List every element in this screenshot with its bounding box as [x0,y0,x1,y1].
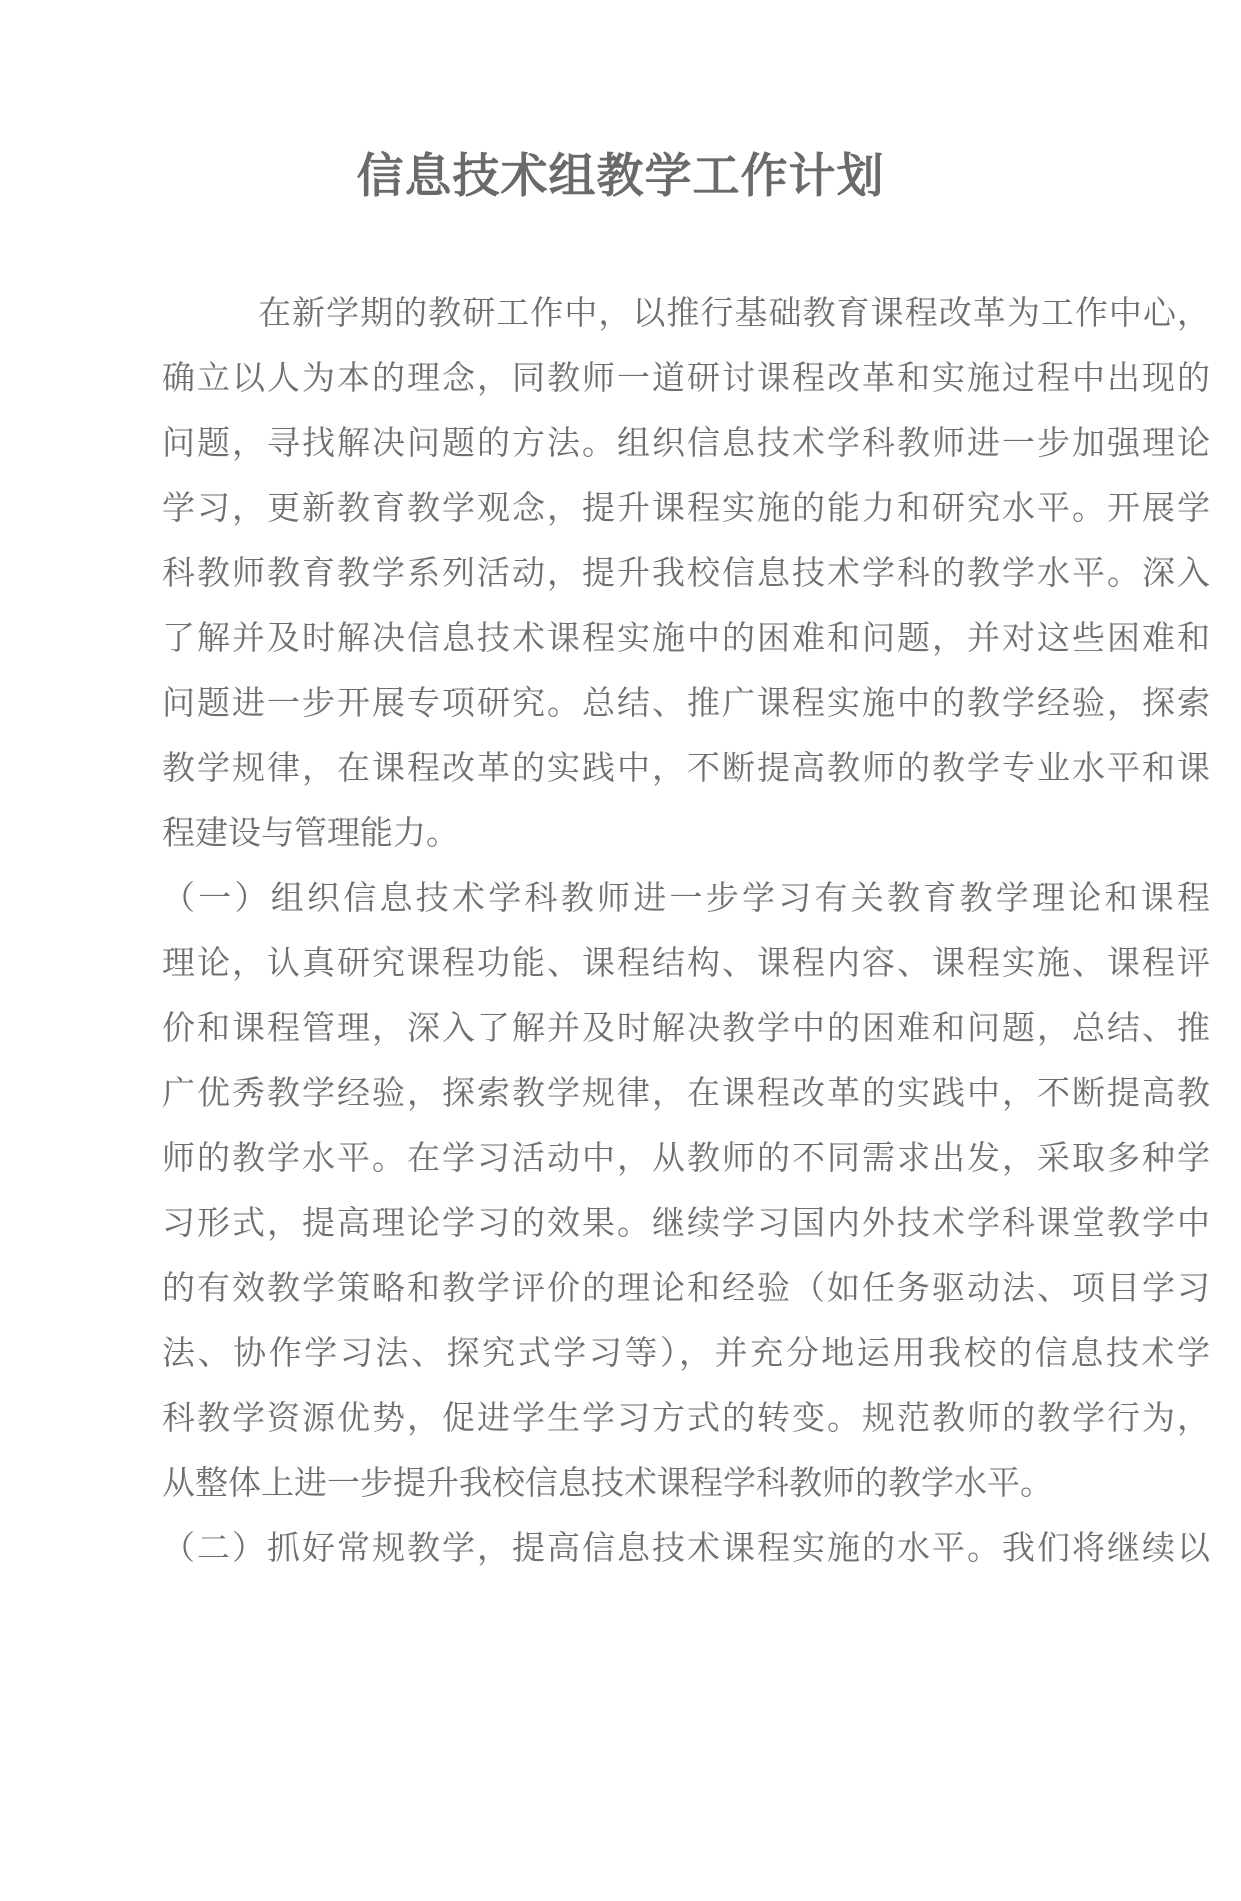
document-title: 信息技术组教学工作计划 [356,151,885,203]
text-line: 教学规律，在课程改革的实践中，不断提高教师的教学专业水平和课 [162,751,1210,787]
text-line: 学习，更新教育教学观念，提升课程实施的能力和研究水平。开展学 [162,491,1210,527]
text-line: 了解并及时解决信息技术课程实施中的困难和问题，并对这些困难和 [162,621,1210,657]
document-body [162,282,1210,1582]
text-line: （一）组织信息技术学科教师进一步学习有关教育教学理论和课程 [162,881,1210,917]
text-line: 在新学期的教研工作中，以推行基础教育课程改革为工作中心， [258,296,1210,332]
text-line: 科教学资源优势，促进学生学习方式的转变。规范教师的教学行为， [162,1401,1210,1437]
text-line: 习形式，提高理论学习的效果。继续学习国内外技术学科课堂教学中 [162,1206,1210,1242]
text-line: 从整体上进一步提升我校信息技术课程学科教师的教学水平。 [162,1466,1053,1502]
text-line: 确立以人为本的理念，同教师一道研讨课程改革和实施过程中出现的 [162,361,1210,397]
text-line: 问题，寻找解决问题的方法。组织信息技术学科教师进一步加强理论 [162,426,1210,462]
text-line: 的有效教学策略和教学评价的理论和经验（如任务驱动法、项目学习 [162,1271,1210,1307]
text-line: 法、协作学习法、探究式学习等），并充分地运用我校的信息技术学 [162,1336,1210,1372]
text-line: 师的教学水平。在学习活动中，从教师的不同需求出发，采取多种学 [162,1141,1210,1177]
paragraph-section-1 [162,867,1210,1517]
text-line: 广优秀教学经验，探索教学规律，在课程改革的实践中，不断提高教 [162,1076,1210,1112]
text-line: （二）抓好常规教学，提高信息技术课程实施的水平。我们将继续以 [162,1531,1210,1567]
text-line: 科教师教育教学系列活动，提升我校信息技术学科的教学水平。深入 [162,556,1210,592]
text-line: 理论，认真研究课程功能、课程结构、课程内容、课程实施、课程评 [162,946,1210,982]
text-line: 程建设与管理能力。 [162,816,459,852]
document-page [0,147,1241,1901]
paragraph-section-2 [162,1517,1210,1582]
text-line: 价和课程管理，深入了解并及时解决教学中的困难和问题，总结、推 [162,1011,1210,1047]
paragraph-intro [162,282,1210,867]
text-line: 问题进一步开展专项研究。总结、推广课程实施中的教学经验，探索 [162,686,1210,722]
